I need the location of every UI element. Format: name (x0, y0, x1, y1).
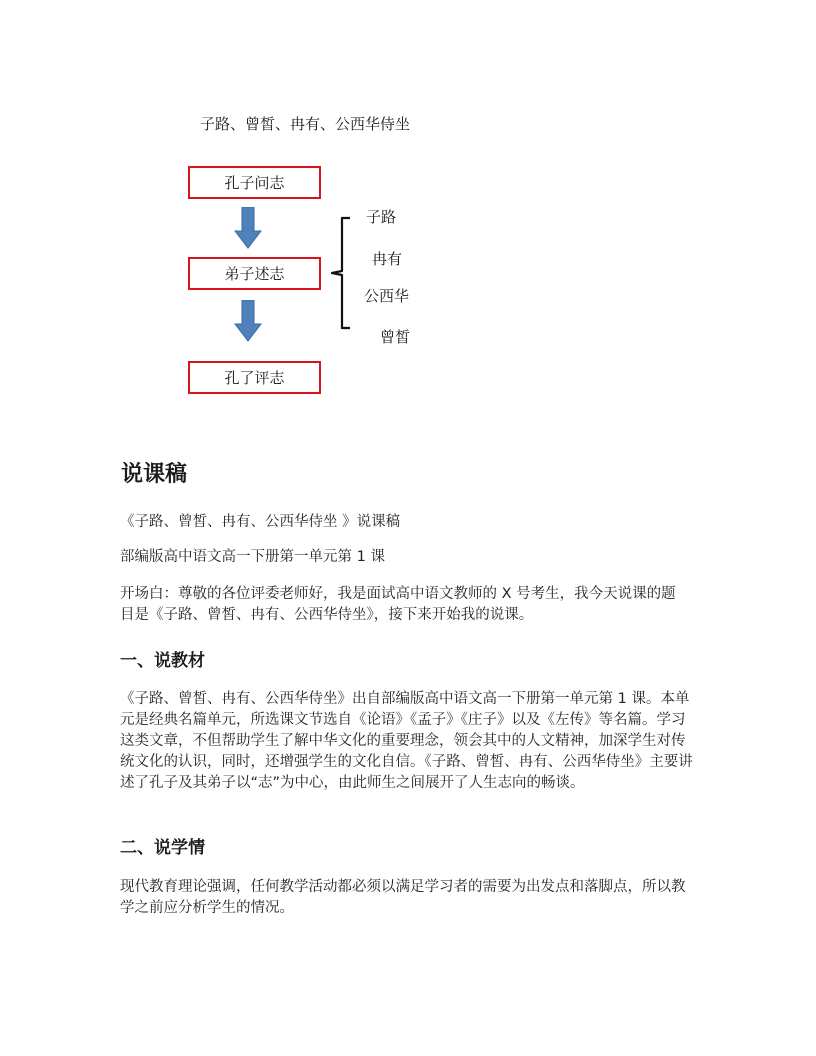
flow-box-label: 孔了评志 (224, 369, 285, 387)
disciple-label-gongxihua: 公西华 (364, 287, 410, 305)
flow-box-label: 弟子述志 (224, 265, 285, 283)
disciple-label-ranyou: 冉有 (372, 250, 403, 268)
down-arrow-icon (234, 207, 262, 249)
section-body-textbook: 《子路、曾皙、冉有、公西华侍坐》出自部编版高中语文高一下册第一单元第 1 课。本单元是经典名篇单元，所选课文节选自《论语》《孟子》《庄子》以及《左传》等名篇。学习这类文章，不但帮助学生了解中华文化的重要理念，领会其中的人文精神，加深学生对传统文化的认识，同时，还增强学生的文化自信。《子路、曾皙、冉有、公西华侍坐》主要讲述了孔子及其弟子以“志”为中心，由此师生之间展开了人生志向的畅谈。 (120, 691, 693, 791)
document-heading: 说课稿 (121, 462, 188, 487)
opening-paragraph: 开场白：尊敬的各位评委老师好，我是面试高中语文教师的 X 号考生，我今天说课的题目是《子路、曾皙、冉有、公西华侍坐》，接下来开始我的说课。 (120, 586, 676, 623)
course-info: 部编版高中语文高一下册第一单元第 1 课 (120, 549, 385, 565)
flow-box-disciples-state (188, 257, 321, 290)
diagram-title: 子路、曾皙、冉有、公西华侍坐 (200, 115, 411, 133)
flow-box-label: 孔子问志 (224, 174, 285, 192)
section-heading-textbook: 一、说教材 (120, 651, 205, 671)
flow-box-confucius-comments (188, 361, 321, 394)
disciple-label-zilu: 子路 (366, 208, 397, 226)
section-body-students: 现代教育理论强调，任何教学活动都必须以满足学习者的需要为出发点和落脚点，所以教学之前应分析学生的情况。 (120, 879, 686, 916)
flow-box-confucius-asks (188, 166, 321, 199)
section-heading-students: 二、说学情 (120, 838, 205, 858)
document-subtitle: 《子路、曾皙、冉有、公西华侍坐 》说课稿 (120, 514, 401, 530)
down-arrow-icon (234, 300, 262, 342)
left-brace-icon (328, 216, 352, 330)
disciple-label-zengxi: 曾皙 (380, 328, 411, 346)
